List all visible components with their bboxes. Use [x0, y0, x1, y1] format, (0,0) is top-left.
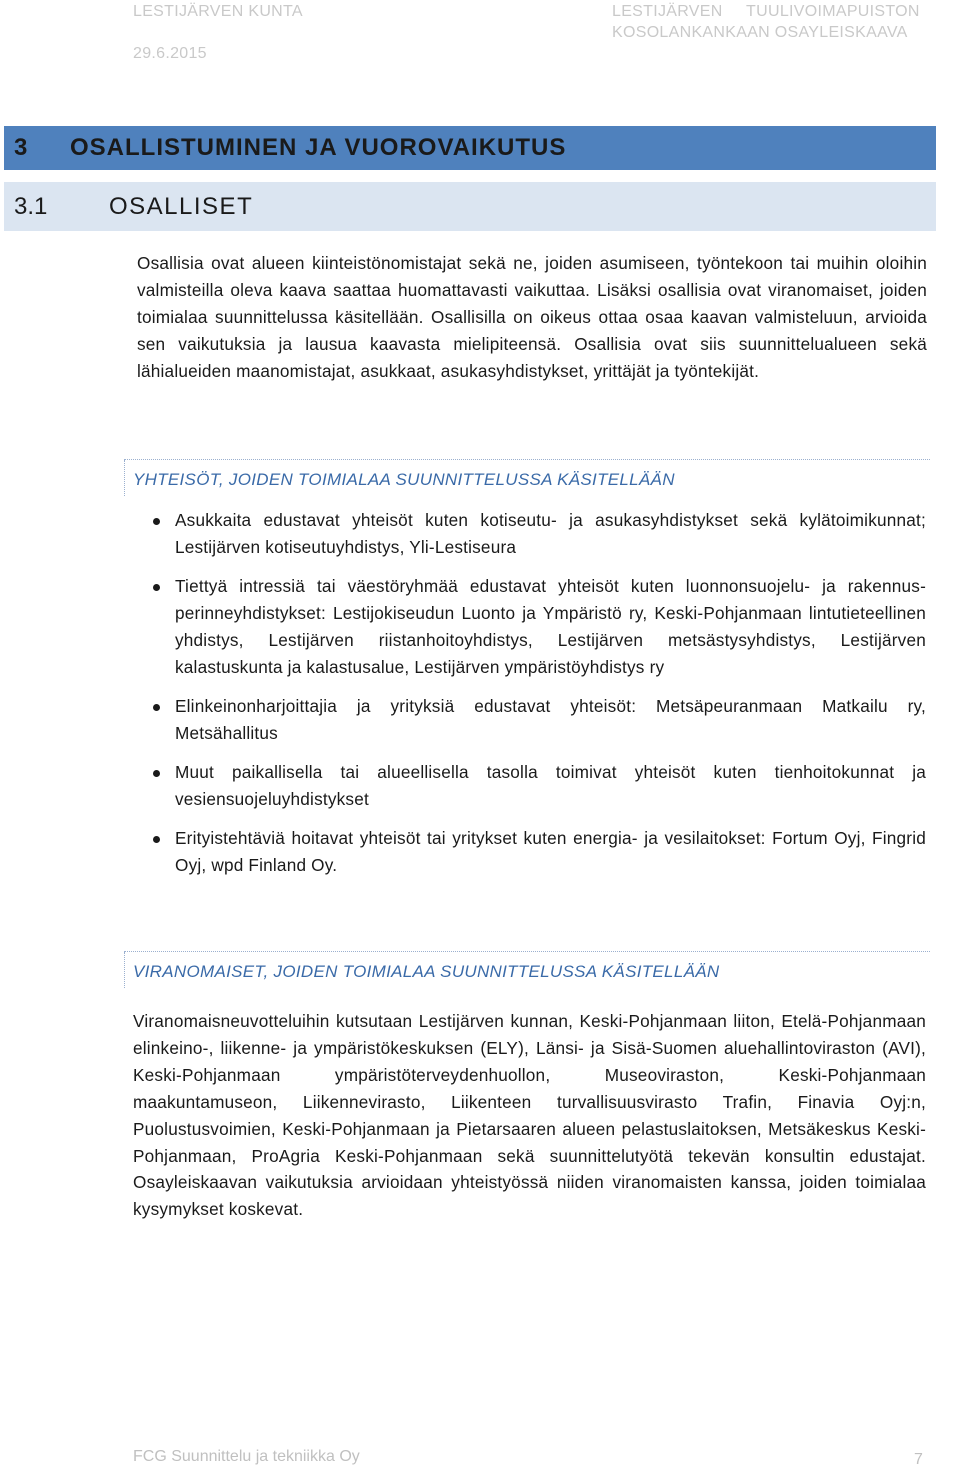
- section-title: OSALLISTUMINEN JA VUOROVAIKUTUS: [70, 134, 567, 161]
- header-project-line1: LESTIJÄRVEN TUULIVOIMAPUISTON: [612, 3, 920, 20]
- intro-paragraph: Osallisia ovat alueen kiinteistönomistajat sekä ne, joiden asumiseen, työntekoon tai muihin oloihin valmisteilla oleva kaava saattaa huomattavasti vaikuttaa. Lisäksi osallisia ovat viranomaiset, joiden toimialaa suunnittelussa käsitellään. Osallisilla on oikeus ottaa osaa kaavan valmisteluun, arvioida sen vaikutuksia ja lausua kaavasta mielipiteensä. Osallisia ovat siis suunnittelualueen sekä lähialueiden maanomistajat, asukkaat, asukasyhdistykset, yrittäjät ja työntekijät.: [137, 253, 927, 381]
- footer-company: FCG Suunnittelu ja tekniikka Oy: [133, 1448, 360, 1465]
- footer-page-number: 7: [914, 1451, 923, 1468]
- list-item: Elinkeinonharjoittajia ja yrityksiä edustavat yhteisöt: Metsäpeuranmaan Matkailu ry, Metsähallitus: [150, 693, 926, 747]
- authorities-paragraph: Viranomaisneuvotteluihin kutsutaan Lestijärven kunnan, Keski-Pohjanmaan liiton, Etelä-Pohjanmaan elinkeino-, liikenne- ja ympäristökeskuksen (ELY), Länsi- ja Sisä-Suomen aluehallintoviraston (AVI), Keski-Pohjanmaan ympäristöterveydenhuollon, Museoviraston, Keski-Pohjanmaan maakuntamuseon, Liikennevirasto, Liikenteen turvallisuusvirasto Trafin, Finavia Oyj:n, Puolustusvoimien, Keski-Pohjanmaan ja Pietarsaaren alueen pelastuslaitoksen, Metsäkeskus Keski-Pohjanmaan, ProAgria Keski-Pohjanmaan sekä suunnittelutyötä tekevän konsultin edustajat. Osayleiskaavan vaikutuksia arvioidaan yhteistyössä niiden viranomaisten kanssa, joiden toimialaa kysymykset koskevat.: [133, 1011, 926, 1220]
- section-number: 3: [14, 134, 28, 161]
- bullet-icon: [153, 770, 160, 777]
- list-item: Asukkaita edustavat yhteisöt kuten kotiseutu- ja asukasyhdistykset sekä kylätoimikunnat; Lestijärven kotiseutuyhdistys, Yli-Lestiseura: [150, 507, 926, 561]
- bullet-icon: [153, 584, 160, 591]
- header-project-line2: KOSOLANKANKAAN OSAYLEISKAAVA: [612, 24, 908, 41]
- bullet-icon: [153, 704, 160, 711]
- subsection-title: OSALLISET: [109, 192, 254, 220]
- authorities-heading: VIRANOMAISET, JOIDEN TOIMIALAA SUUNNITTELUSSA KÄSITELLÄÄN: [133, 962, 720, 981]
- header-date: 29.6.2015: [133, 45, 207, 62]
- subsection-heading: [4, 182, 936, 231]
- communities-list: [150, 507, 926, 891]
- list-item: Erityistehtäviä hoitavat yhteisöt tai yritykset kuten energia- ja vesilaitokset: Fortum Oyj, Fingrid Oyj, wpd Finland Oy.: [150, 825, 926, 879]
- header-municipality: LESTIJÄRVEN KUNTA: [133, 3, 303, 20]
- subsection-number: 3.1: [14, 192, 48, 220]
- section-heading: [4, 126, 936, 170]
- bullet-icon: [153, 518, 160, 525]
- list-item: Tiettyä intressiä tai väestöryhmää edustavat yhteisöt kuten luonnonsuojelu- ja rakennus-perinneyhdistykset: Lestijokiseudun Luonto ja Ympäristö ry, Keski-Pohjanmaan lintutieteellinen yhdistys, Lestijärven riistanhoitoyhdistys, Lestijärven metsästysyhdistys, Lestijärven kalastuskunta ja kalastusalue, Lestijärven ympäristöyhdistys ry: [150, 573, 926, 681]
- communities-heading: YHTEISÖT, JOIDEN TOIMIALAA SUUNNITTELUSSA KÄSITELLÄÄN: [133, 470, 675, 489]
- bullet-icon: [153, 836, 160, 843]
- list-item: Muut paikallisella tai alueellisella tasolla toimivat yhteisöt kuten tienhoitokunnat ja vesiensuojeluyhdistykset: [150, 759, 926, 813]
